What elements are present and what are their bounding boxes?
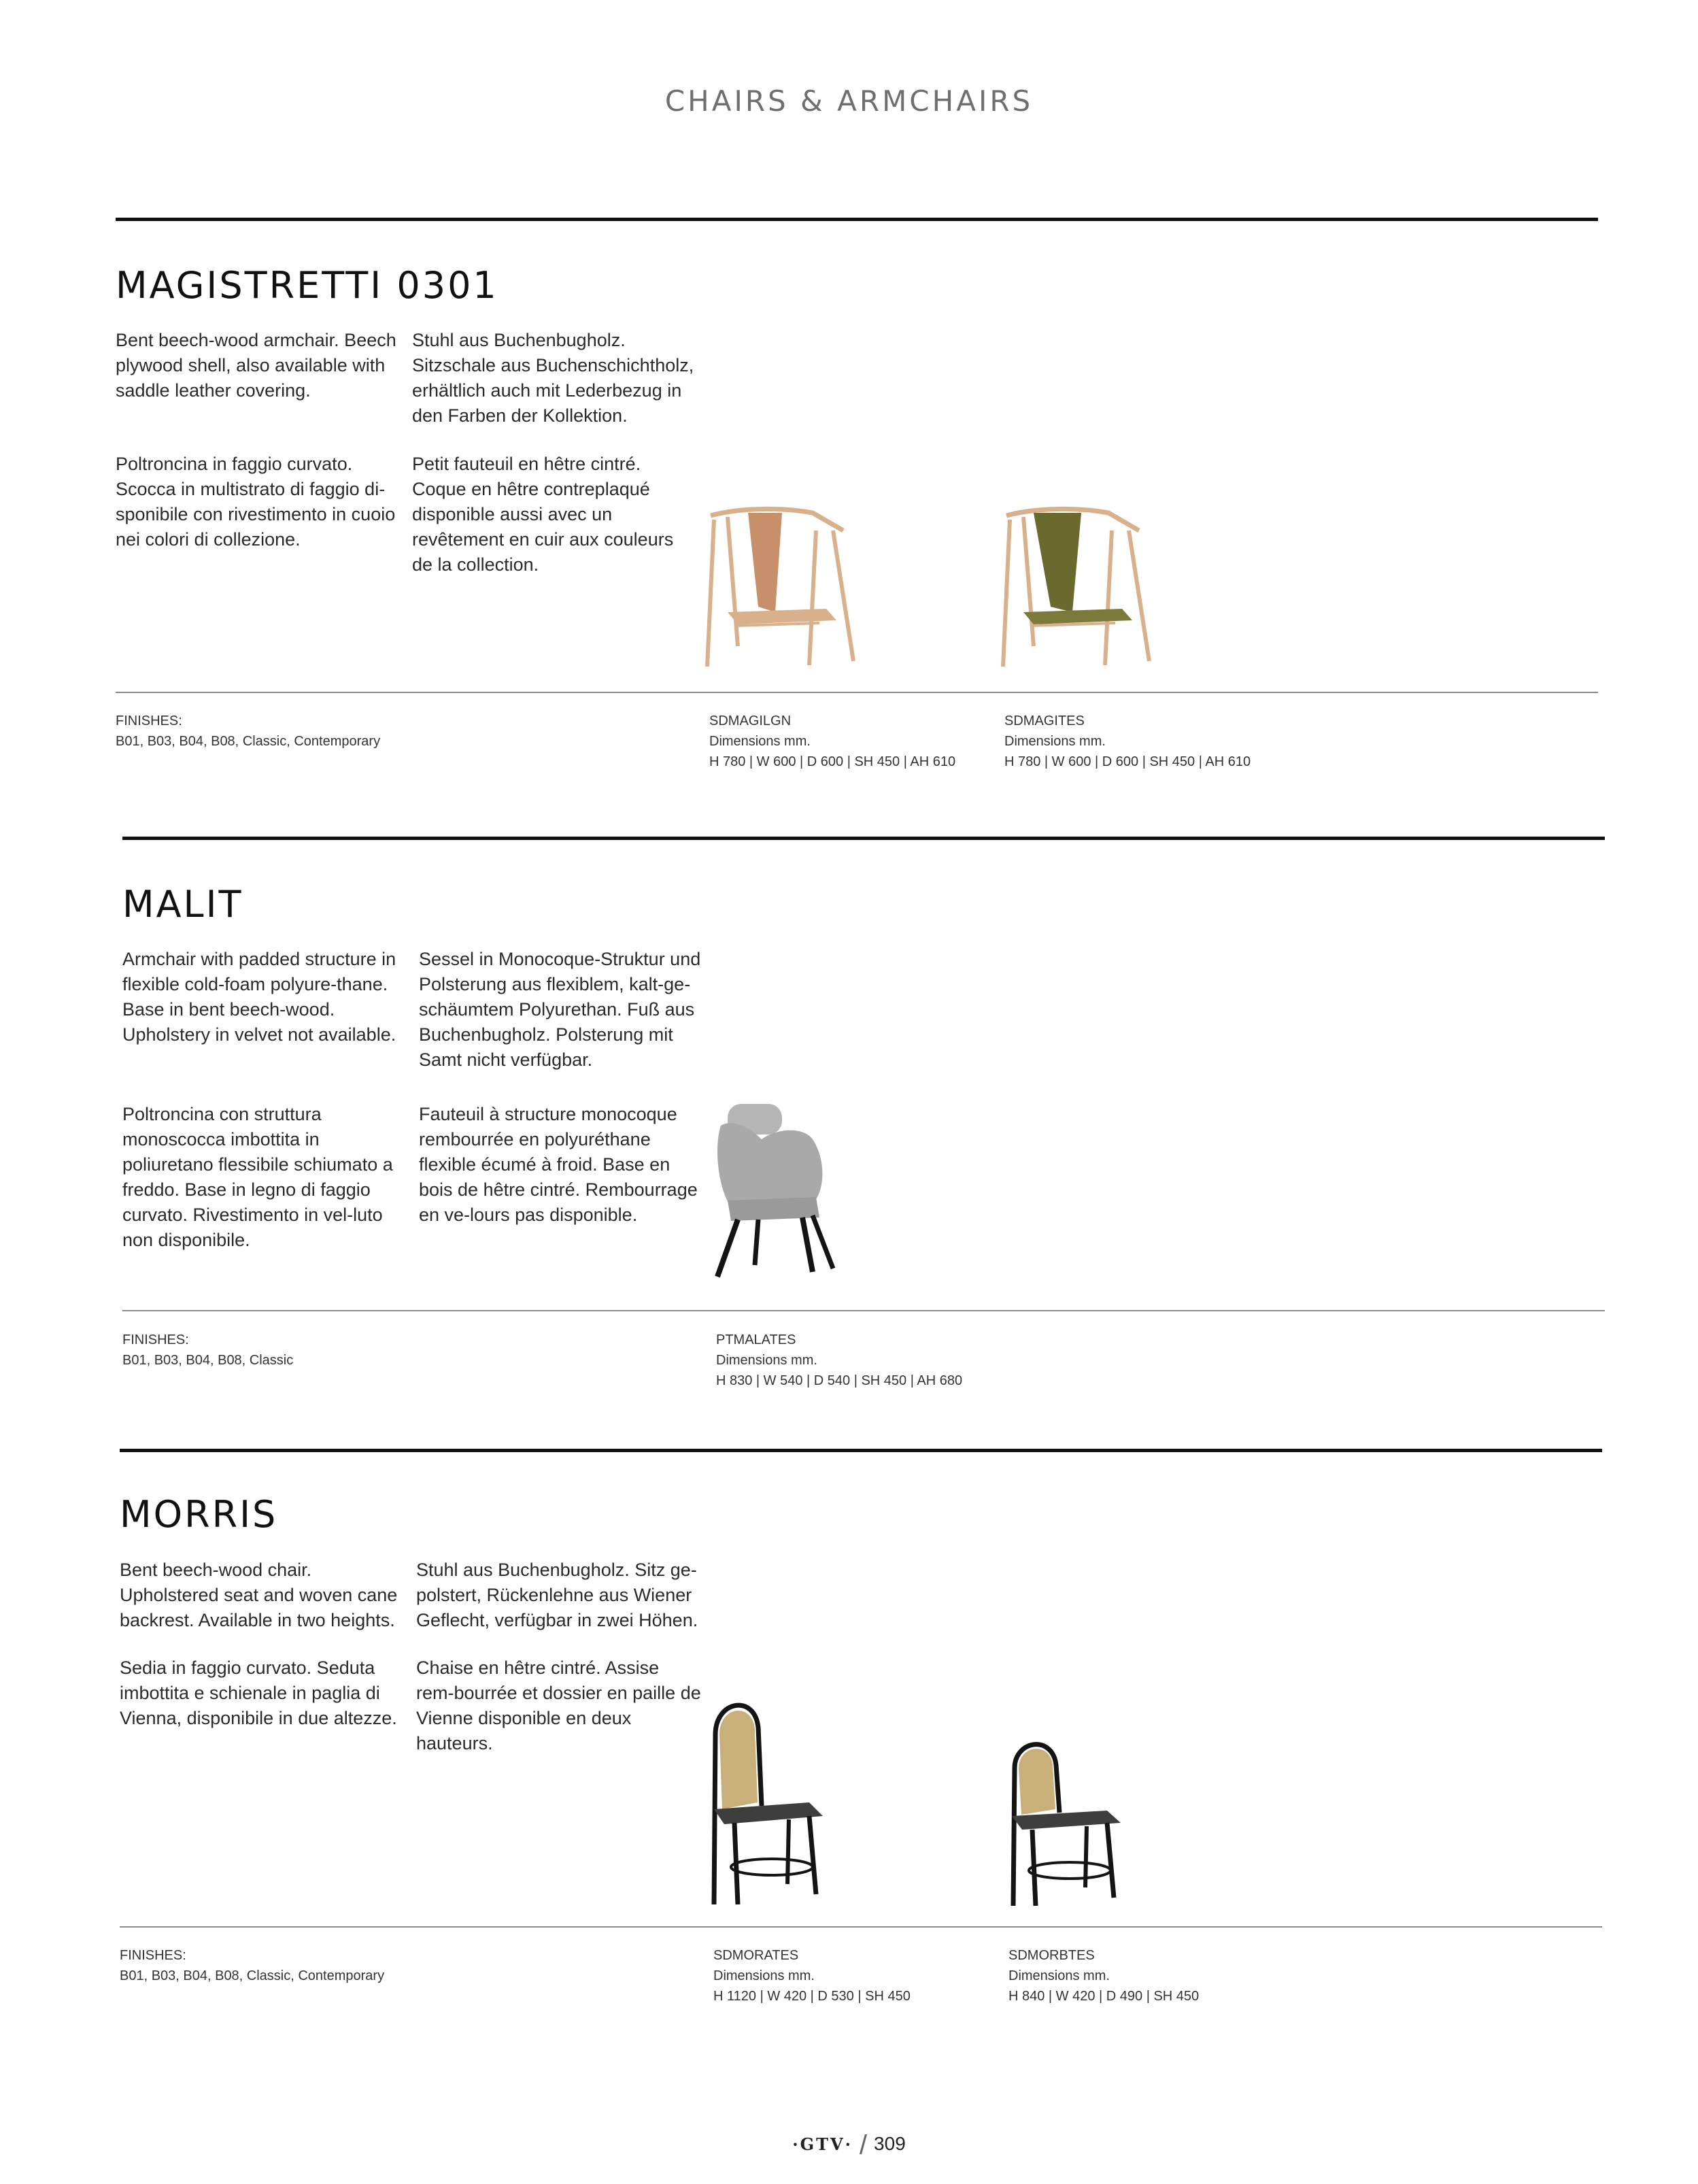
finishes-list: B01, B03, B04, B08, Classic [122, 1353, 294, 1368]
section-bottom-rule [116, 692, 1598, 693]
variant-code: SDMORATES [713, 1948, 799, 1963]
product-name: MAGISTRETTI 0301 [116, 264, 498, 307]
variant-code: SDMAGITES [1004, 713, 1085, 728]
description-fr: Fauteuil à structure monocoque rembourrée en polyuréthane flexible écumé à froid. Base en bois de hêtre cintré. Rembourrage en ve-lours pas disponible. [419, 1104, 698, 1225]
section-bottom-rule [122, 1310, 1605, 1311]
dimensions-value: H 1120 | W 420 | D 530 | SH 450 [713, 1989, 911, 2004]
description-fr: Petit fauteuil en hêtre cintré. Coque en hêtre contreplaqué disponible aussi avec un revêtement en cuir aux couleurs de la collection. [412, 454, 674, 575]
description-de: Stuhl aus Buchenbugholz. Sitzschale aus Buchenschichtholz, erhältlich auch mit Lederbezug in den Farben der Kollektion. [412, 330, 694, 426]
dimensions-label: Dimensions mm. [1008, 1968, 1110, 1983]
tall-cane-back-chair-image [707, 1687, 836, 1911]
grey-upholstered-armchair-image [707, 1098, 843, 1282]
section-bottom-rule [120, 1926, 1602, 1928]
dimensions-value: H 780 | W 600 | D 600 | SH 450 | AH 610 [1004, 754, 1251, 769]
description-it: Poltroncina in faggio curvato. Scocca in multistrato di faggio di-sponibile con rivestimento in cuoio nei colori di collezione. [116, 454, 396, 550]
finishes-label: FINISHES: [120, 1948, 186, 1963]
finishes-block [122, 1330, 293, 1371]
description-it: Sedia in faggio curvato. Seduta imbottita e schienale in paglia di Vienna, disponibile in due altezze. [120, 1658, 397, 1728]
footer-divider: / [859, 2130, 868, 2160]
variant-info [709, 711, 955, 772]
section-top-rule [120, 1449, 1602, 1452]
description-en: Armchair with padded structure in flexible cold-foam polyure-thane. Base in bent beech-wood. Upholstery in velvet not available. [122, 949, 396, 1045]
description-de: Sessel in Monocoque-Struktur und Polsterung aus flexiblem, kalt-ge-schäumtem Polyurethan. Fuß aus Buchenbugholz. Polsterung mit Samt nicht verfügbar. [419, 949, 701, 1070]
page-number: 309 [874, 2133, 906, 2154]
section-top-rule [122, 837, 1605, 840]
page-header-title: CHAIRS & ARMCHAIRS [664, 84, 1034, 118]
variant-info [1008, 1945, 1199, 2006]
dimensions-label: Dimensions mm. [716, 1353, 817, 1368]
description-en: Bent beech-wood armchair. Beech plywood shell, also available with saddle leather covering. [116, 330, 396, 401]
description-fr: Chaise en hêtre cintré. Assise rem-bourrée et dossier en paille de Vienne disponible en deux hauteurs. [416, 1658, 701, 1753]
product-name: MORRIS [120, 1493, 278, 1536]
finishes-block [116, 711, 380, 752]
variant-info [713, 1945, 911, 2006]
short-cane-back-chair-image [1005, 1728, 1134, 1911]
dimensions-label: Dimensions mm. [709, 734, 811, 749]
dimensions-value: H 830 | W 540 | D 540 | SH 450 | AH 680 [716, 1373, 963, 1388]
page-footer [0, 2130, 1698, 2161]
variant-info [716, 1330, 962, 1391]
product-name: MALIT [122, 883, 243, 926]
variant-code: SDMORBTES [1008, 1948, 1095, 1963]
finishes-list: B01, B03, B04, B08, Classic, Contemporary [120, 1968, 385, 1983]
dimensions-value: H 780 | W 600 | D 600 | SH 450 | AH 610 [709, 754, 956, 769]
finishes-block [120, 1945, 384, 1986]
variant-code: PTMALATES [716, 1332, 796, 1347]
variant-info [1004, 711, 1251, 772]
finishes-label: FINISHES: [116, 713, 182, 728]
variant-code: SDMAGILGN [709, 713, 792, 728]
finishes-list: B01, B03, B04, B08, Classic, Contemporary [116, 734, 381, 749]
brand-logo: ·GTV· [792, 2134, 853, 2154]
description-it: Poltroncina con struttura monoscocca imbottita in poliuretano flessibile schiumato a freddo. Base in legno di faggio curvato. Rivestimento in vel-luto non disponibile. [122, 1104, 393, 1250]
finishes-label: FINISHES: [122, 1332, 189, 1347]
description-de: Stuhl aus Buchenbugholz. Sitz ge-polstert, Rückenlehne aus Wiener Geflecht, verfügbar in zwei Höhen. [416, 1560, 698, 1630]
dimensions-label: Dimensions mm. [713, 1968, 815, 1983]
description-en: Bent beech-wood chair. Upholstered seat and woven cane backrest. Available in two heights. [120, 1560, 398, 1630]
dimensions-value: H 840 | W 420 | D 490 | SH 450 [1008, 1989, 1200, 2004]
dimensions-label: Dimensions mm. [1004, 734, 1106, 749]
